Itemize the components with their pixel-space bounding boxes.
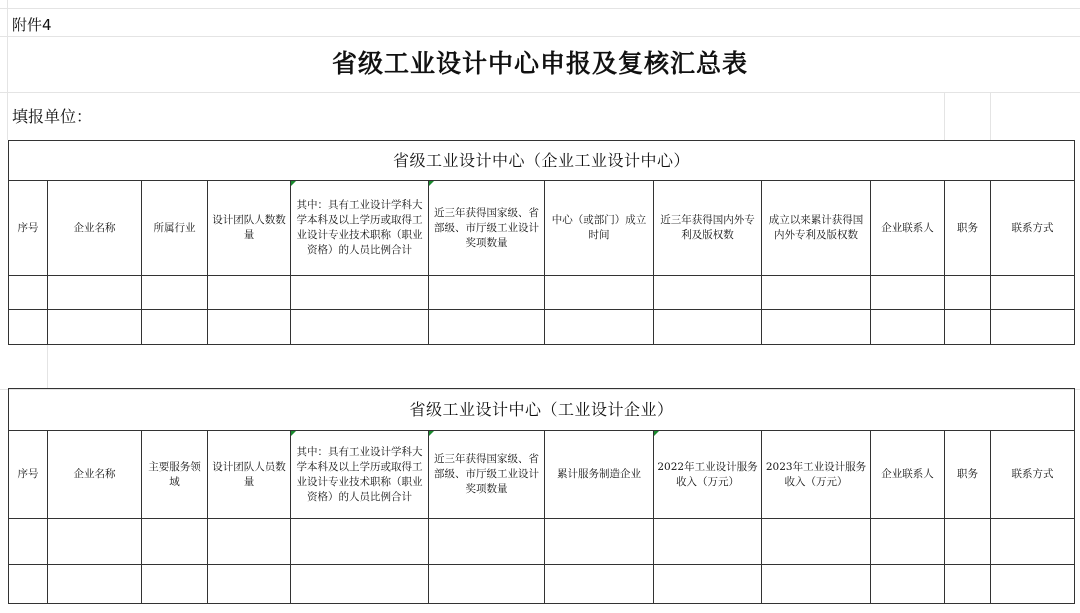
table-cell[interactable] <box>208 276 291 310</box>
table-cell[interactable] <box>654 565 762 604</box>
fill-unit-label: 填报单位： <box>12 107 93 126</box>
table1-heading: 省级工业设计中心（企业工业设计中心） <box>9 141 1075 181</box>
table-cell[interactable] <box>991 519 1075 565</box>
col-header: 职务 <box>945 181 991 276</box>
col-header: 其中：具有工业设计学科大学本科及以上学历或取得工业设计专业技术职称（职业资格）的人员比例合计 <box>291 181 429 276</box>
enterprise-design-center-table <box>8 140 1075 345</box>
table-cell[interactable] <box>291 310 429 345</box>
col-header: 企业联系人 <box>871 181 945 276</box>
col-header: 序号 <box>9 431 48 519</box>
table2-header-row <box>9 431 1075 519</box>
col-header: 2023年工业设计服务收入（万元） <box>762 431 871 519</box>
table-cell[interactable] <box>9 276 48 310</box>
table2-heading: 省级工业设计中心（工业设计企业） <box>9 389 1075 431</box>
table-cell[interactable] <box>991 565 1075 604</box>
table-cell[interactable] <box>48 276 142 310</box>
table-cell[interactable] <box>762 565 871 604</box>
attachment-label: 附件4 <box>12 16 52 34</box>
col-header: 近三年获得国内外专利及版权数 <box>654 181 762 276</box>
table-cell[interactable] <box>48 310 142 345</box>
table-cell[interactable] <box>142 310 208 345</box>
table-cell[interactable] <box>142 519 208 565</box>
table-cell[interactable] <box>871 519 945 565</box>
table-cell[interactable] <box>291 565 429 604</box>
table-cell[interactable] <box>48 519 142 565</box>
table-cell[interactable] <box>9 310 48 345</box>
table-cell[interactable] <box>945 310 991 345</box>
table-cell[interactable] <box>762 276 871 310</box>
table-cell[interactable] <box>945 565 991 604</box>
col-header: 近三年获得国家级、省部级、市厅级工业设计奖项数量 <box>429 431 545 519</box>
table-cell[interactable] <box>871 276 945 310</box>
table1-header-row <box>9 181 1075 276</box>
page-title: 省级工业设计中心申报及复核汇总表 <box>331 49 748 78</box>
col-header: 所属行业 <box>142 181 208 276</box>
table-cell[interactable] <box>208 519 291 565</box>
table-cell[interactable] <box>545 519 654 565</box>
col-header: 联系方式 <box>991 431 1075 519</box>
table-cell[interactable] <box>208 565 291 604</box>
table-cell[interactable] <box>654 519 762 565</box>
table-cell[interactable] <box>654 276 762 310</box>
table-cell[interactable] <box>762 310 871 345</box>
table-cell[interactable] <box>945 276 991 310</box>
table-cell[interactable] <box>9 565 48 604</box>
design-enterprise-table <box>8 388 1075 604</box>
col-header: 设计团队人数数量 <box>208 181 291 276</box>
table-cell[interactable] <box>291 519 429 565</box>
table-cell[interactable] <box>991 276 1075 310</box>
col-header: 成立以来累计获得国内外专利及版权数 <box>762 181 871 276</box>
table-cell[interactable] <box>945 519 991 565</box>
col-header: 联系方式 <box>991 181 1075 276</box>
table-cell[interactable] <box>429 310 545 345</box>
table-cell[interactable] <box>871 565 945 604</box>
table-cell[interactable] <box>871 310 945 345</box>
table-row <box>9 310 1075 345</box>
table-cell[interactable] <box>545 276 654 310</box>
col-header: 企业名称 <box>48 181 142 276</box>
table-cell[interactable] <box>291 276 429 310</box>
table-cell[interactable] <box>208 310 291 345</box>
col-header: 企业名称 <box>48 431 142 519</box>
table-cell[interactable] <box>48 565 142 604</box>
table-cell[interactable] <box>654 310 762 345</box>
table-cell[interactable] <box>429 565 545 604</box>
table-cell[interactable] <box>545 565 654 604</box>
col-header: 设计团队人员数量 <box>208 431 291 519</box>
table-cell[interactable] <box>142 276 208 310</box>
table-cell[interactable] <box>762 519 871 565</box>
table-row <box>9 565 1075 604</box>
col-header: 主要服务领域 <box>142 431 208 519</box>
table-cell[interactable] <box>9 519 48 565</box>
table-cell[interactable] <box>429 519 545 565</box>
col-header: 2022年工业设计服务收入（万元） <box>654 431 762 519</box>
col-header: 序号 <box>9 181 48 276</box>
col-header: 近三年获得国家级、省部级、市厅级工业设计奖项数量 <box>429 181 545 276</box>
col-header: 中心（或部门）成立时间 <box>545 181 654 276</box>
table-cell[interactable] <box>142 565 208 604</box>
col-header: 其中：具有工业设计学科大学本科及以上学历或取得工业设计专业技术职称（职业资格）的人员比例合计 <box>291 431 429 519</box>
table-cell[interactable] <box>545 310 654 345</box>
table-cell[interactable] <box>429 276 545 310</box>
table-row <box>9 519 1075 565</box>
table-cell[interactable] <box>991 310 1075 345</box>
table-row <box>9 276 1075 310</box>
col-header: 职务 <box>945 431 991 519</box>
col-header: 企业联系人 <box>871 431 945 519</box>
col-header: 累计服务制造企业 <box>545 431 654 519</box>
